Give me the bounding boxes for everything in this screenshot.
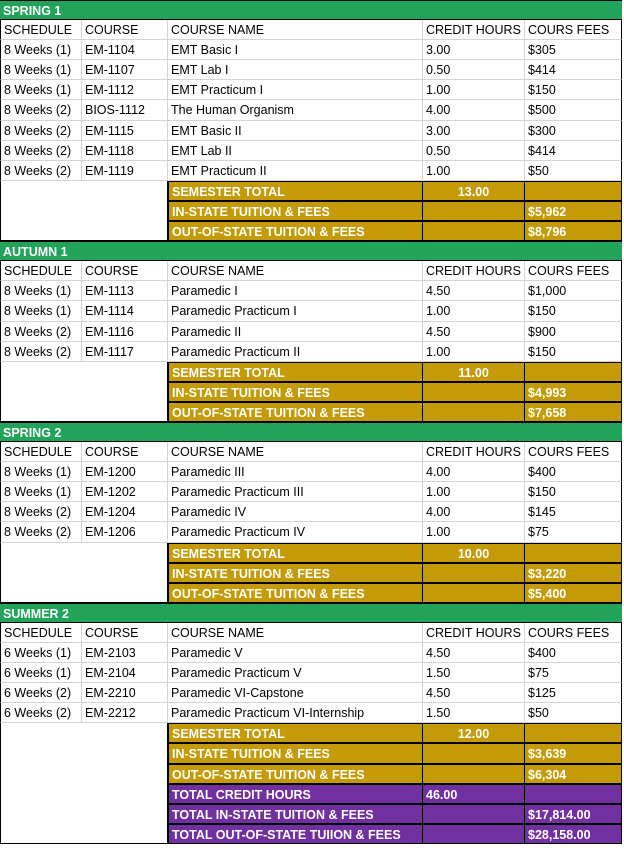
semester-section	[0, 241, 622, 422]
in-state-label[interactable]: IN-STATE TUITION & FEES	[168, 201, 423, 221]
column-header-credit-hours[interactable]: CREDIT HOURS	[423, 623, 525, 643]
credit-hours-cell[interactable]: 4.00	[423, 502, 525, 522]
table-row	[0, 281, 622, 301]
column-header-course-fees[interactable]: COURS FEES	[525, 442, 622, 462]
semester-section	[0, 422, 622, 603]
course-cell[interactable]: EM-1115	[82, 121, 168, 141]
out-of-state-label[interactable]: OUT-OF-STATE TUITION & FEES	[168, 402, 423, 422]
table-row	[0, 161, 622, 181]
course-cell[interactable]: EM-1112	[82, 80, 168, 100]
column-header-credit-hours[interactable]: CREDIT HOURS	[423, 20, 525, 40]
in-state-empty	[423, 201, 525, 221]
course-name-cell[interactable]: Paramedic Practicum III	[168, 482, 423, 502]
semester-total-label[interactable]: SEMESTER TOTAL	[168, 181, 423, 201]
credit-hours-cell[interactable]: 1.00	[423, 522, 525, 542]
schedule-cell[interactable]: 8 Weeks (2)	[0, 121, 82, 141]
schedule-cell[interactable]: 8 Weeks (1)	[0, 60, 82, 80]
table-row	[0, 121, 622, 141]
semester-section	[0, 0, 622, 241]
semester-title[interactable]: SPRING 1	[3, 4, 62, 18]
column-header-credit-hours[interactable]: CREDIT HOURS	[423, 261, 525, 281]
semester-title[interactable]: SUMMER 2	[3, 606, 69, 621]
in-state-row	[0, 743, 622, 763]
course-name-cell[interactable]: Paramedic IV	[168, 502, 423, 522]
table-row	[0, 322, 622, 342]
credit-hours-cell[interactable]: 1.00	[423, 301, 525, 321]
table-row	[0, 462, 622, 482]
column-header-row	[0, 261, 622, 281]
column-header-course[interactable]: COURSE	[82, 20, 168, 40]
schedule-cell[interactable]: 8 Weeks (1)	[0, 301, 82, 321]
course-fees-cell[interactable]: $400	[525, 462, 622, 482]
course-cell[interactable]: EM-1114	[82, 301, 168, 321]
in-state-empty	[423, 563, 525, 583]
column-header-course-fees[interactable]: COURS FEES	[525, 623, 622, 643]
out-of-state-label[interactable]: OUT-OF-STATE TUITION & FEES	[168, 221, 423, 241]
out-of-state-label[interactable]: OUT-OF-STATE TUITION & FEES	[168, 583, 423, 603]
course-cell[interactable]: EM-1113	[82, 281, 168, 301]
in-state-value[interactable]: $4,993	[525, 382, 622, 402]
credit-hours-cell[interactable]: 0.50	[423, 141, 525, 161]
table-row	[0, 683, 622, 703]
semester-summary	[0, 181, 622, 241]
total-out-of-state-row	[0, 824, 622, 844]
course-fees-cell[interactable]: $414	[525, 141, 622, 161]
schedule-cell[interactable]: 8 Weeks (2)	[0, 322, 82, 342]
table-row	[0, 301, 622, 321]
semester-header	[0, 603, 622, 623]
column-header-schedule[interactable]: SCHEDULE	[0, 442, 82, 462]
semester-total-row	[0, 723, 622, 743]
semester-section	[0, 603, 622, 844]
semester-total-label[interactable]: SEMESTER TOTAL	[168, 362, 423, 382]
semester-total-value[interactable]: 11.00	[423, 362, 525, 382]
table-row	[0, 643, 622, 663]
course-cell[interactable]: EM-1116	[82, 322, 168, 342]
table-row	[0, 502, 622, 522]
total-credit-hours-label[interactable]: TOTAL CREDIT HOURS	[168, 784, 423, 804]
semester-total-empty	[525, 543, 622, 563]
course-name-cell[interactable]: Paramedic I	[168, 281, 423, 301]
course-fees-cell[interactable]: $500	[525, 100, 622, 120]
schedule-cell[interactable]: 8 Weeks (1)	[0, 482, 82, 502]
course-fees-cell[interactable]: $50	[525, 161, 622, 181]
course-fees-cell[interactable]: $75	[525, 522, 622, 542]
course-cell[interactable]: EM-2103	[82, 643, 168, 663]
semester-header	[0, 241, 622, 261]
credit-hours-cell[interactable]: 1.00	[423, 342, 525, 362]
column-header-course-name[interactable]: COURSE NAME	[168, 442, 423, 462]
total-in-state-empty	[423, 804, 525, 824]
schedule-cell[interactable]: 6 Weeks (1)	[0, 663, 82, 683]
column-header-course-fees[interactable]: COURS FEES	[525, 20, 622, 40]
total-in-state-label[interactable]: TOTAL IN-STATE TUITION & FEES	[168, 804, 423, 824]
credit-hours-cell[interactable]: 4.00	[423, 100, 525, 120]
course-cell[interactable]: BIOS-1112	[82, 100, 168, 120]
schedule-cell[interactable]: 6 Weeks (2)	[0, 683, 82, 703]
table-row	[0, 342, 622, 362]
course-fees-cell[interactable]: $150	[525, 80, 622, 100]
semester-header	[0, 0, 622, 20]
column-header-course[interactable]: COURSE	[82, 623, 168, 643]
out-of-state-value[interactable]: $5,400	[525, 583, 622, 603]
course-fees-cell[interactable]: $125	[525, 683, 622, 703]
column-header-course-name[interactable]: COURSE NAME	[168, 261, 423, 281]
schedule-cell[interactable]: 8 Weeks (1)	[0, 40, 82, 60]
course-fees-cell[interactable]: $50	[525, 703, 622, 723]
column-header-row	[0, 442, 622, 462]
credit-hours-cell[interactable]: 3.00	[423, 121, 525, 141]
in-state-label[interactable]: IN-STATE TUITION & FEES	[168, 743, 423, 763]
credit-hours-cell[interactable]: 1.00	[423, 80, 525, 100]
column-header-course[interactable]: COURSE	[82, 261, 168, 281]
course-cell[interactable]: EM-1104	[82, 40, 168, 60]
schedule-cell[interactable]: 6 Weeks (1)	[0, 643, 82, 663]
column-header-course[interactable]: COURSE	[82, 442, 168, 462]
course-cell[interactable]: EM-1202	[82, 482, 168, 502]
semester-summary	[0, 723, 622, 844]
total-out-of-state-label[interactable]: TOTAL OUT-OF-STATE TUIION & FEES	[168, 824, 423, 844]
course-name-cell[interactable]: The Human Organism	[168, 100, 423, 120]
in-state-label[interactable]: IN-STATE TUITION & FEES	[168, 563, 423, 583]
course-cell[interactable]: EM-1107	[82, 60, 168, 80]
course-cell[interactable]: EM-1119	[82, 161, 168, 181]
schedule-cell[interactable]: 8 Weeks (2)	[0, 522, 82, 542]
total-out-of-state-value[interactable]: $28,158.00	[525, 824, 622, 844]
schedule-cell[interactable]: 8 Weeks (1)	[0, 281, 82, 301]
in-state-value[interactable]: $5,962	[525, 201, 622, 221]
in-state-row	[0, 201, 622, 221]
out-of-state-value[interactable]: $6,304	[525, 764, 622, 784]
table-row	[0, 100, 622, 120]
in-state-row	[0, 563, 622, 583]
total-out-of-state-empty	[423, 824, 525, 844]
total-credit-hours-empty	[525, 784, 622, 804]
semester-header	[0, 422, 622, 442]
course-name-cell[interactable]: EMT Basic II	[168, 121, 423, 141]
course-cell[interactable]: EM-2210	[82, 683, 168, 703]
course-cell[interactable]: EM-2104	[82, 663, 168, 683]
semester-total-label[interactable]: SEMESTER TOTAL	[168, 543, 423, 563]
credit-hours-cell[interactable]: 4.00	[423, 462, 525, 482]
table-row	[0, 60, 622, 80]
column-header-course-fees[interactable]: COURS FEES	[525, 261, 622, 281]
course-name-cell[interactable]: Paramedic VI-Capstone	[168, 683, 423, 703]
out-of-state-empty	[423, 764, 525, 784]
out-of-state-label[interactable]: OUT-OF-STATE TUITION & FEES	[168, 764, 423, 784]
course-name-cell[interactable]: Paramedic III	[168, 462, 423, 482]
credit-hours-cell[interactable]: 3.00	[423, 40, 525, 60]
out-of-state-empty	[423, 402, 525, 422]
course-name-cell[interactable]: EMT Lab I	[168, 60, 423, 80]
schedule-cell[interactable]: 8 Weeks (2)	[0, 141, 82, 161]
table-row	[0, 522, 622, 542]
column-header-row	[0, 20, 622, 40]
semester-total-row	[0, 181, 622, 201]
semester-total-empty	[525, 723, 622, 743]
course-name-cell[interactable]: EMT Practicum II	[168, 161, 423, 181]
course-name-cell[interactable]: EMT Practicum I	[168, 80, 423, 100]
credit-hours-cell[interactable]: 4.50	[423, 322, 525, 342]
out-of-state-row	[0, 402, 622, 422]
credit-hours-cell[interactable]: 4.50	[423, 643, 525, 663]
out-of-state-row	[0, 583, 622, 603]
semester-total-empty	[525, 362, 622, 382]
course-cell[interactable]: EM-1204	[82, 502, 168, 522]
course-fees-cell[interactable]: $1,000	[525, 281, 622, 301]
course-name-cell[interactable]: Paramedic II	[168, 322, 423, 342]
schedule-cell[interactable]: 8 Weeks (2)	[0, 161, 82, 181]
credit-hours-cell[interactable]: 0.50	[423, 60, 525, 80]
course-fees-cell[interactable]: $300	[525, 121, 622, 141]
semester-total-label[interactable]: SEMESTER TOTAL	[168, 723, 423, 743]
in-state-label[interactable]: IN-STATE TUITION & FEES	[168, 382, 423, 402]
semester-total-row	[0, 362, 622, 382]
table-row	[0, 80, 622, 100]
course-name-cell[interactable]: Paramedic Practicum VI-Internship	[168, 703, 423, 723]
out-of-state-empty	[423, 583, 525, 603]
total-credit-hours-row	[0, 784, 622, 804]
total-in-state-row	[0, 804, 622, 824]
credit-hours-cell[interactable]: 4.50	[423, 683, 525, 703]
semester-summary	[0, 543, 622, 603]
in-state-row	[0, 382, 622, 402]
course-fees-cell[interactable]: $150	[525, 301, 622, 321]
column-header-schedule[interactable]: SCHEDULE	[0, 20, 82, 40]
credit-hours-cell[interactable]: 4.50	[423, 281, 525, 301]
semester-title[interactable]: SPRING 2	[3, 425, 62, 440]
schedule-cell[interactable]: 6 Weeks (2)	[0, 703, 82, 723]
course-cell[interactable]: EM-1200	[82, 462, 168, 482]
total-credit-hours-value[interactable]: 46.00	[423, 784, 525, 804]
course-name-cell[interactable]: Paramedic V	[168, 643, 423, 663]
in-state-empty	[423, 382, 525, 402]
course-fees-cell[interactable]: $305	[525, 40, 622, 60]
course-fees-cell[interactable]: $150	[525, 342, 622, 362]
column-header-row	[0, 623, 622, 643]
column-header-schedule[interactable]: SCHEDULE	[0, 623, 82, 643]
semester-title[interactable]: AUTUMN 1	[3, 245, 68, 260]
schedule-cell[interactable]: 8 Weeks (1)	[0, 80, 82, 100]
course-name-cell[interactable]: Paramedic Practicum I	[168, 301, 423, 321]
semester-total-value[interactable]: 12.00	[423, 723, 525, 743]
column-header-credit-hours[interactable]: CREDIT HOURS	[423, 442, 525, 462]
in-state-empty	[423, 743, 525, 763]
table-row	[0, 40, 622, 60]
semester-total-value[interactable]: 13.00	[423, 181, 525, 201]
semester-total-empty	[525, 181, 622, 201]
course-fees-cell[interactable]: $414	[525, 60, 622, 80]
table-row	[0, 141, 622, 161]
column-header-course-name[interactable]: COURSE NAME	[168, 20, 423, 40]
course-name-cell[interactable]: Paramedic Practicum IV	[168, 522, 423, 542]
table-row	[0, 663, 622, 683]
course-fees-cell[interactable]: $400	[525, 643, 622, 663]
column-header-schedule[interactable]: SCHEDULE	[0, 261, 82, 281]
credit-hours-cell[interactable]: 1.00	[423, 482, 525, 502]
course-fees-cell[interactable]: $145	[525, 502, 622, 522]
course-name-cell[interactable]: Paramedic Practicum II	[168, 342, 423, 362]
course-name-cell[interactable]: EMT Basic I	[168, 40, 423, 60]
course-cell[interactable]: EM-2212	[82, 703, 168, 723]
course-fees-cell[interactable]: $900	[525, 322, 622, 342]
column-header-course-name[interactable]: COURSE NAME	[168, 623, 423, 643]
semester-total-row	[0, 543, 622, 563]
in-state-value[interactable]: $3,639	[525, 743, 622, 763]
schedule-cell[interactable]: 8 Weeks (1)	[0, 462, 82, 482]
out-of-state-value[interactable]: $7,658	[525, 402, 622, 422]
table-row	[0, 482, 622, 502]
schedule-cell[interactable]: 8 Weeks (2)	[0, 342, 82, 362]
out-of-state-row	[0, 221, 622, 241]
course-name-cell[interactable]: EMT Lab II	[168, 141, 423, 161]
course-cell[interactable]: EM-1206	[82, 522, 168, 542]
out-of-state-row	[0, 764, 622, 784]
out-of-state-value[interactable]: $8,796	[525, 221, 622, 241]
course-cell[interactable]: EM-1118	[82, 141, 168, 161]
total-in-state-value[interactable]: $17,814.00	[525, 804, 622, 824]
credit-hours-cell[interactable]: 1.50	[423, 703, 525, 723]
in-state-value[interactable]: $3,220	[525, 563, 622, 583]
course-fees-cell[interactable]: $75	[525, 663, 622, 683]
course-fees-cell[interactable]: $150	[525, 482, 622, 502]
semester-summary	[0, 362, 622, 422]
credit-hours-cell[interactable]: 1.00	[423, 161, 525, 181]
course-cell[interactable]: EM-1117	[82, 342, 168, 362]
course-name-cell[interactable]: Paramedic Practicum V	[168, 663, 423, 683]
credit-hours-cell[interactable]: 1.50	[423, 663, 525, 683]
schedule-cell[interactable]: 8 Weeks (2)	[0, 100, 82, 120]
semester-total-value[interactable]: 10.00	[423, 543, 525, 563]
out-of-state-empty	[423, 221, 525, 241]
table-row	[0, 703, 622, 723]
schedule-cell[interactable]: 8 Weeks (2)	[0, 502, 82, 522]
